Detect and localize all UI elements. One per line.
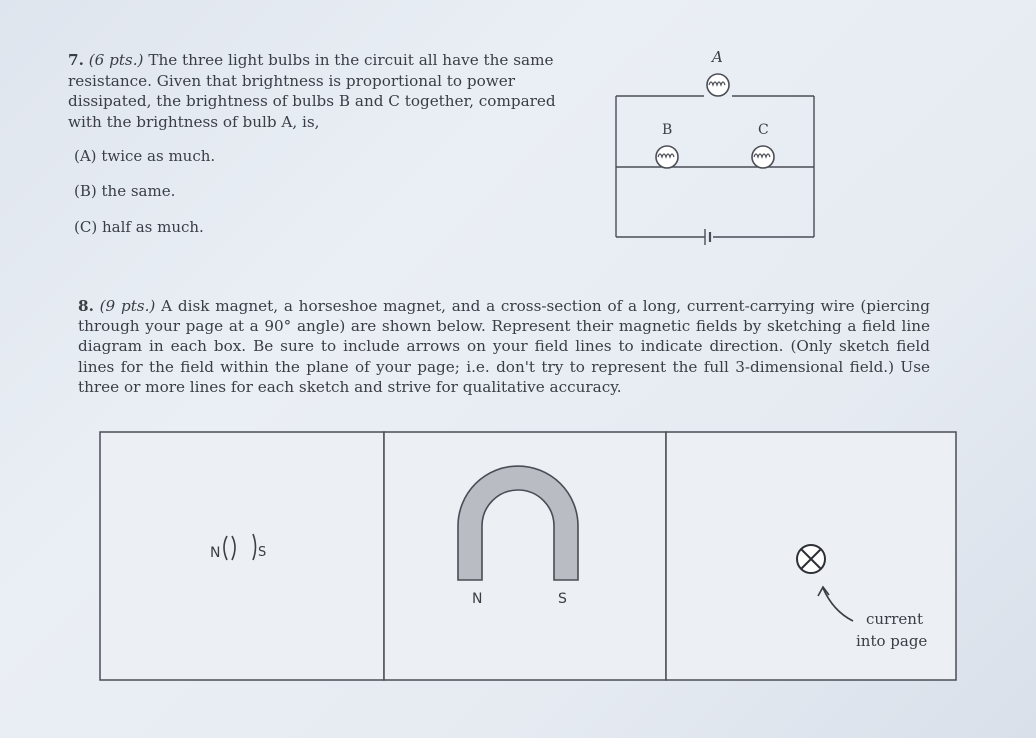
question-7-points: (6 pts.) [88, 51, 144, 69]
wire-label-line2: into page [856, 632, 928, 650]
sketch-boxes [98, 430, 960, 684]
current-into-page-icon [797, 545, 825, 573]
bulb-a-icon [707, 74, 729, 96]
question-7-text: The three light bulbs in the circuit all have the same resistance. Given that brightness is proportional to power dissipated, the brightness of bulbs B and C together, compared with the brightness of bulb A, is, [68, 51, 556, 131]
horseshoe-south-label: S [558, 591, 567, 607]
horseshoe-north-label: N [472, 591, 483, 607]
question-8-points: (9 pts.) [99, 297, 156, 315]
choice-b-label: (B) [74, 182, 97, 200]
choice-c [74, 218, 204, 236]
choice-c-text: half as much. [101, 218, 204, 236]
question-8-number: 8. [78, 297, 94, 315]
question-7 [68, 50, 558, 132]
choice-c-label: (C) [74, 218, 98, 236]
choice-a-label: (A) [74, 147, 97, 165]
question-8-text: A disk magnet, a horseshoe magnet, and a cross-section of a long, current-carrying wire (piercing through your page at a 90° angle) are shown below. Represent their magnetic fields by sketching a field line diagram in each box. Be sure to include arrows on your field lines to indicate direction. (Only sketch field lines for the field within the plane of your page; i.e. don't try to represent the full 3-dimensional field.) Use three or more lines for each sketch and strive for qualitative accuracy. [78, 297, 930, 396]
disk-magnet-south-label: S [258, 545, 267, 560]
disk-magnet-box[interactable] [100, 432, 384, 680]
wire-label-line1: current [866, 610, 923, 628]
bulb-b-label: B [662, 122, 673, 138]
bulb-c-label: C [758, 122, 769, 138]
choice-b [74, 182, 175, 200]
choice-a-text: twice as much. [101, 147, 216, 165]
bulb-c-icon [752, 146, 774, 168]
question-8 [78, 296, 930, 397]
choice-b-text: the same. [101, 182, 176, 200]
choice-a [74, 147, 215, 165]
disk-magnet-north-label: N [210, 545, 221, 561]
circuit-diagram [608, 40, 818, 260]
bulb-a-label: A [712, 48, 723, 66]
bulb-b-icon [656, 146, 678, 168]
question-7-number: 7. [68, 51, 84, 69]
